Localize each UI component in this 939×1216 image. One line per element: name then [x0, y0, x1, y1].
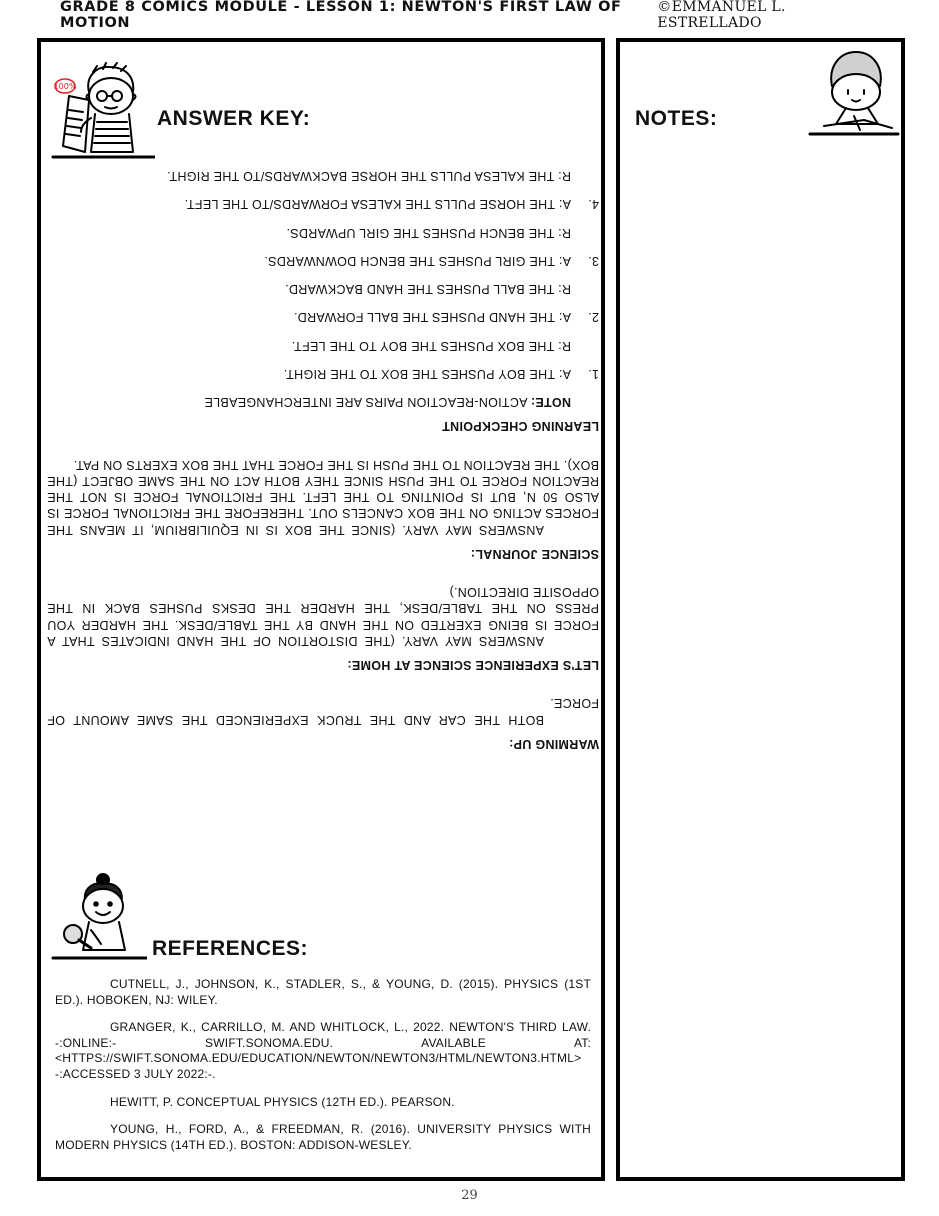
- journal-answer: ANSWERS MAY VARY. (SINCE THE BOX IS IN EQUILIBRIUM, IT MEANS THE FORCES ACTING ON THE BOX CANCELS OUT. THEREFORE THE FRICTIONAL FORCE IS ALSO 50 N, BUT IS POINTING TO THE LEFT. THE FRICTIONAL FORCE IS NOT THE REACTION FORCE TO THE PUSH SINCE THEY BOTH ACT ON THE SAME OBJECT (THE BOX). THE REACTION TO THE PUSH IS THE FORCE THAT THE BOX EXERTS ON PAT.: [47, 457, 599, 537]
- checkpoint-item: [47, 196, 599, 212]
- girl-magnifier-illustration: [51, 872, 147, 964]
- item-action: A: THE BOY PUSHES THE BOX TO THE RIGHT.: [283, 367, 571, 381]
- item-action: A: THE HORSE PULLS THE KALESA FORWARDS/TO THE LEFT.: [184, 197, 571, 212]
- notes-panel: [616, 38, 905, 1181]
- checkpoint-heading: LEARNING CHECKPOINT: [441, 419, 599, 434]
- checkpoint-item: [47, 253, 599, 269]
- warming-up-heading: WARMING UP:: [508, 737, 599, 751]
- answer-key-upside-down: [47, 156, 599, 752]
- journal-heading: SCIENCE JOURNAL:: [470, 547, 599, 561]
- reference-item: GRANGER, K., CARRILLO, M. AND WHITLOCK, L., 2022. NEWTON'S THIRD LAW. -:ONLINE:- SWIFT.SONOMA.EDU. AVAILABLE AT: <HTTPS://SWIFT.SONOMA.EDU/EDUCATION/NEWTON/NEWTON3/HTML/NEWTON3.HTML> -:ACCESSED 3 JULY 2022:-.: [55, 1020, 591, 1081]
- item-reaction: R: THE BENCH PUSHES THE GIRL UPWARDS.: [286, 225, 571, 240]
- warming-up-answer: BOTH THE CAR AND THE TRUCK EXPERIENCED THE SAME AMOUNT OF FORCE.: [47, 696, 599, 727]
- boy-writing-illustration: [806, 46, 900, 138]
- item-reaction: R: THE BOX PUSHES THE BOY TO THE LEFT.: [291, 338, 571, 353]
- page-header: [60, 0, 880, 31]
- references-heading: REFERENCES:: [152, 937, 309, 960]
- experience-heading: LET'S EXPERIENCE SCIENCE AT HOME:: [347, 658, 599, 673]
- item-number: 2.: [587, 310, 599, 325]
- copyright: ©EMMANUEL L. ESTRELLADO: [657, 0, 786, 31]
- notes-heading: NOTES:: [635, 107, 718, 130]
- page-number: 29: [461, 1188, 478, 1203]
- reference-item: YOUNG, H., FORD, A., & FREEDMAN, R. (2016). UNIVERSITY PHYSICS WITH MODERN PHYSICS (14TH ED.). BOSTON: ADDISON-WESLEY.: [55, 1122, 591, 1152]
- checkpoint-item: [47, 309, 599, 325]
- answer-key-panel: [37, 38, 605, 1181]
- reference-item: HEWITT, P. CONCEPTUAL PHYSICS (12TH ED.). PEARSON.: [110, 1094, 455, 1109]
- checkpoint-note: [47, 394, 599, 410]
- item-number: 3.: [587, 254, 599, 268]
- reference-item: CUTNELL, J., JOHNSON, K., STADLER, S., & YOUNG, D. (2015). PHYSICS (1ST ED.). HOBOKEN, NJ: WILEY.: [55, 977, 591, 1007]
- paper-score-mark: 100%: [53, 82, 77, 91]
- checkpoint-item: [47, 366, 599, 382]
- note-label: NOTE:: [530, 395, 571, 410]
- module-title: GRADE 8 COMICS MODULE - LESSON 1: NEWTON'S FIRST LAW OF MOTION: [60, 0, 622, 31]
- item-action: A: THE GIRL PUSHES THE BENCH DOWNWARDS.: [264, 254, 571, 268]
- references-list: [55, 977, 591, 1165]
- boy-reading-illustration: [51, 62, 155, 162]
- item-action: A: THE HAND PUSHES THE BALL FORWARD.: [293, 310, 571, 325]
- note-text: ACTION-REACTION PAIRS ARE INTERCHANGEABLE: [204, 395, 528, 410]
- answer-key-heading: ANSWER KEY:: [157, 107, 311, 130]
- item-number: 4.: [587, 197, 599, 212]
- item-reaction: R: THE KALESA PULLS THE HORSE BACKWARDS/TO THE RIGHT.: [166, 169, 571, 184]
- experience-answer: ANSWERS MAY VARY. (THE DISTORTION OF THE HAND INDICATES THAT A FORCE IS BEING EXERTED ON THE HAND BY THE TABLE/DESK. THE HARDER YOU PRESS ON THE TABLE/DESK, THE HARDER THE DESKS PUSHES BACK IN THE OPPOSITE DIRECTION.): [47, 585, 599, 648]
- item-number: 1.: [587, 367, 599, 381]
- item-reaction: R: THE BALL PUSHES THE HAND BACKWARD.: [284, 282, 571, 297]
